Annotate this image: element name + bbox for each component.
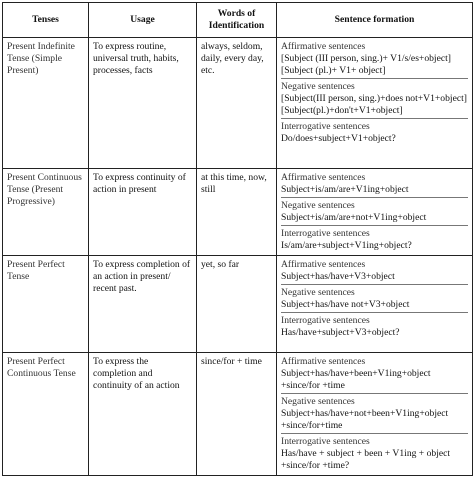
sentence-type-label: Negative sentences xyxy=(281,286,355,298)
sentence-formation-cell xyxy=(277,38,473,169)
sentence-formation-cell xyxy=(277,353,473,476)
sentence-type-label: Negative sentences xyxy=(281,395,355,407)
tense-cell: Present Perfect Continuous Tense xyxy=(3,353,89,476)
sentence-formula: Subject+is/am/are+V1ing+object xyxy=(281,183,409,195)
sentence-formula: Has/have + subject + been + V1ing + object +since/for +time? xyxy=(281,447,451,471)
tense-cell: Present Perfect Tense xyxy=(3,256,89,353)
sentence-type-label: Interrogative sentences xyxy=(281,227,370,239)
section-divider xyxy=(281,284,468,285)
sentence-formula: Do/does+subject+V1+object? xyxy=(281,132,396,144)
header-usage: Usage xyxy=(89,3,197,38)
sentence-formula: [Subject (III person, sing.)+ V1/s/es+object] xyxy=(281,52,451,64)
usage-cell: To express the completion and continuity of an action xyxy=(89,353,197,476)
tense-cell: Present Continuous Tense (Present Progressive) xyxy=(3,169,89,256)
section-divider xyxy=(281,197,468,198)
sentence-formula: Subject+is/am/are+not+V1ing+object xyxy=(281,211,427,223)
sentence-type-label: Affirmative sentences xyxy=(281,356,366,367)
section-divider xyxy=(281,433,468,434)
sentence-type-label: Interrogative sentences xyxy=(281,314,370,326)
usage-cell: To express continuity of action in present xyxy=(89,169,197,256)
sentence-type-label: Negative sentences xyxy=(281,199,355,211)
table-row xyxy=(3,38,473,169)
sentence-formula: Subject+has/have+been+V1ing+object +since/for +time xyxy=(281,367,431,391)
sentence-formula: Subject+has/have+not+been+V1ing+object +since/for+time xyxy=(281,407,449,431)
sentence-formation-cell xyxy=(277,256,473,353)
sentence-type-label: Affirmative sentences xyxy=(281,259,366,270)
section-divider xyxy=(281,118,468,119)
sentence-formula: Is/am/are+subject+V1ing+object? xyxy=(281,239,412,251)
sentence-type-label: Affirmative sentences xyxy=(281,172,366,183)
sentence-formula: Subject+has/have not+V3+object xyxy=(281,298,410,310)
words-cell: yet, so far xyxy=(197,256,277,353)
sentence-formula: Subject+has/have+V3+object xyxy=(281,270,395,282)
sentence-type-label: Interrogative sentences xyxy=(281,120,370,132)
sentence-formation-cell xyxy=(277,169,473,256)
sentence-formula: [Subject(III person, sing.)+does not+V1+object] xyxy=(281,92,467,104)
table-row xyxy=(3,353,473,476)
sentence-formula: [Subject (pl.)+ V1+ object] xyxy=(281,64,386,76)
section-divider xyxy=(281,393,468,394)
sentence-formula: [Subject(pl.)+don't+V1+object] xyxy=(281,104,403,116)
table-row xyxy=(3,169,473,256)
header-sentence-formation: Sentence formation xyxy=(277,3,473,38)
header-words-of-identification: Words of Identification xyxy=(197,3,277,38)
sentence-type-label: Interrogative sentences xyxy=(281,435,370,447)
tense-cell: Present Indefinite Tense (Simple Present) xyxy=(3,38,89,169)
tenses-table xyxy=(2,2,473,476)
section-divider xyxy=(281,225,468,226)
table-row xyxy=(3,256,473,353)
usage-cell: To express completion of an action in present/ recent past. xyxy=(89,256,197,353)
usage-cell: To express routine, universal truth, habits, processes, facts xyxy=(89,38,197,169)
section-divider xyxy=(281,312,468,313)
words-cell: at this time, now, still xyxy=(197,169,277,256)
header-row xyxy=(3,3,473,38)
sentence-formula: Has/have+subject+V3+object? xyxy=(281,326,400,338)
section-divider xyxy=(281,78,468,79)
sentence-type-label: Negative sentences xyxy=(281,80,355,92)
words-cell: always, seldom, daily, every day, etc. xyxy=(197,38,277,169)
words-cell: since/for + time xyxy=(197,353,277,476)
header-tenses: Tenses xyxy=(3,3,89,38)
sentence-type-label: Affirmative sentences xyxy=(281,41,366,52)
